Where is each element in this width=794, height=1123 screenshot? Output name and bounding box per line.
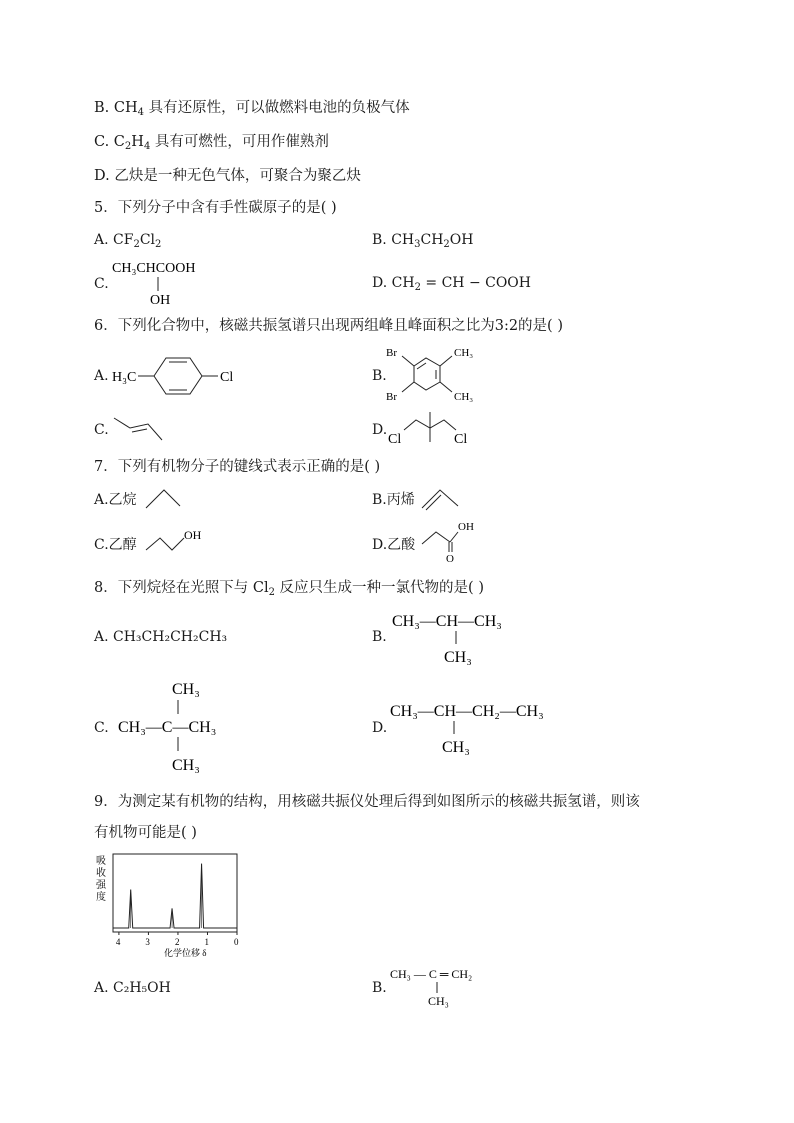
q7-option-b-structure: [420, 484, 464, 514]
plot-frame: [113, 854, 237, 932]
isobutane-branch: CH₃: [444, 649, 472, 666]
ylabel-char-3: 强: [96, 880, 106, 891]
q8-option-b-label: B.: [372, 629, 387, 645]
isobutene-main: CH₃ — C ═ CH₂: [390, 967, 473, 981]
isobutane-main: CH₃—CH—CH₃: [392, 613, 502, 630]
chloro-label-2: Cl: [454, 432, 468, 447]
x-tick-label: 1: [204, 937, 209, 947]
question-6-stem: 6．下列化合物中，核磁共振氢谱只出现两组峰且峰面积之比为3:2的是( ): [94, 318, 563, 334]
q5-option-c-structure: [110, 256, 250, 308]
q9-option-b-label: B.: [372, 980, 387, 996]
q6-option-b-structure: [384, 342, 494, 406]
q8-option-a: A. CH₃CH₂CH₂CH₃: [94, 629, 228, 645]
hydroxyl-label: OH: [184, 528, 202, 542]
q6-option-c-structure: [112, 412, 168, 446]
q7-option-c-label: C.乙醇: [94, 537, 137, 553]
q8-option-c-label: C.: [94, 720, 109, 736]
option-c-c2h4: C. $C_2H_4$ 具有可燃性，可用作催熟剂: [94, 134, 329, 152]
q5-option-c-label: C.: [94, 276, 109, 292]
chloro-label-1: Cl: [388, 432, 402, 447]
q5-option-a: A. $CF_2Cl_2$: [94, 232, 162, 250]
spectrum-line: [113, 864, 237, 928]
option-b-ch4: B. $CH_4$ 具有还原性，可以做燃料电池的负极气体: [94, 100, 410, 118]
question-5-stem: 5．下列分子中含有手性碳原子的是( ): [94, 200, 337, 216]
q6-option-a-structure: [110, 350, 250, 402]
q6-option-c-label: C.: [94, 422, 109, 438]
q7-option-c-structure: [144, 524, 216, 556]
lactic-acid-oh: OH: [150, 293, 171, 308]
q8-option-d-label: D.: [372, 720, 388, 736]
q8-option-b-structure: [390, 606, 530, 666]
q7-option-a-structure: [144, 484, 184, 514]
isobutene-branch: CH₃: [428, 994, 449, 1008]
neopentane-bottom: CH₃: [172, 757, 200, 774]
carbonyl-o-label: O: [446, 553, 454, 565]
question-7-stem: 7．下列有机物分子的键线式表示正确的是( ): [94, 459, 381, 475]
question-8-stem: 8．下列烷烃在光照下与 $Cl_2$ 反应只生成一种一氯代物的是( ): [94, 580, 484, 598]
methyl-label: H₃C: [112, 370, 137, 385]
q5-option-b: B. $CH_3CH_2OH$: [372, 232, 474, 250]
neopentane-top: CH₃: [172, 681, 200, 698]
q9-option-a: A. C₂H₅OH: [94, 980, 171, 996]
x-tick-label: 0: [234, 937, 239, 947]
bromo-label-2: Br: [386, 391, 397, 403]
chloro-label: Cl: [220, 370, 234, 385]
bromo-label-1: Br: [386, 347, 397, 359]
x-axis-ticks: [116, 932, 239, 947]
q7-option-d-label: D.乙酸: [372, 537, 416, 553]
isopentane-main: CH₃—CH—CH₂—CH₃: [390, 703, 544, 720]
lactic-acid-main: CH₃CHCOOH: [112, 261, 196, 276]
hydroxyl-label: OH: [458, 521, 474, 533]
q8-option-c-structure: [114, 676, 244, 776]
q8-option-d-structure: [388, 696, 578, 758]
isopentane-branch: CH₃: [442, 739, 470, 756]
question-9-stem-1: 9．为测定某有机物的结构，用核磁共振仪处理后得到如图所示的核磁共振氢谱，则该: [94, 794, 640, 810]
q6-option-d-structure: [386, 410, 476, 450]
q7-option-d-structure: [420, 516, 490, 566]
q5-option-d: D. $CH_2$ = CH − COOH: [372, 275, 531, 293]
ylabel-char-1: 吸: [96, 856, 106, 867]
x-tick-label: 4: [115, 937, 121, 947]
q6-option-d-label: D.: [372, 422, 388, 438]
q9-option-b-structure: [388, 962, 508, 1010]
q7-option-a-label: A.乙烷: [94, 492, 137, 508]
neopentane-main: CH₃—C—CH₃: [118, 719, 217, 736]
methyl-label-2: CH₃: [454, 391, 474, 403]
methyl-label-1: CH₃: [454, 347, 474, 359]
x-tick-label: 3: [145, 937, 150, 947]
question-9-stem-2: 有机物可能是( ): [94, 825, 197, 841]
q6-option-a-label: A.: [94, 368, 109, 384]
q7-option-b-label: B.丙烯: [372, 492, 415, 508]
ylabel-char-4: 度: [96, 892, 106, 903]
x-tick-label: 2: [174, 937, 180, 947]
ylabel-char-2: 收: [96, 868, 106, 879]
option-d-acetylene: D. 乙炔是一种无色气体，可聚合为聚乙炔: [94, 168, 361, 184]
q6-option-b-label: B.: [372, 368, 387, 384]
x-axis-label: 化学位移 δ: [164, 948, 207, 958]
nmr-spectrum-chart: [92, 852, 252, 962]
